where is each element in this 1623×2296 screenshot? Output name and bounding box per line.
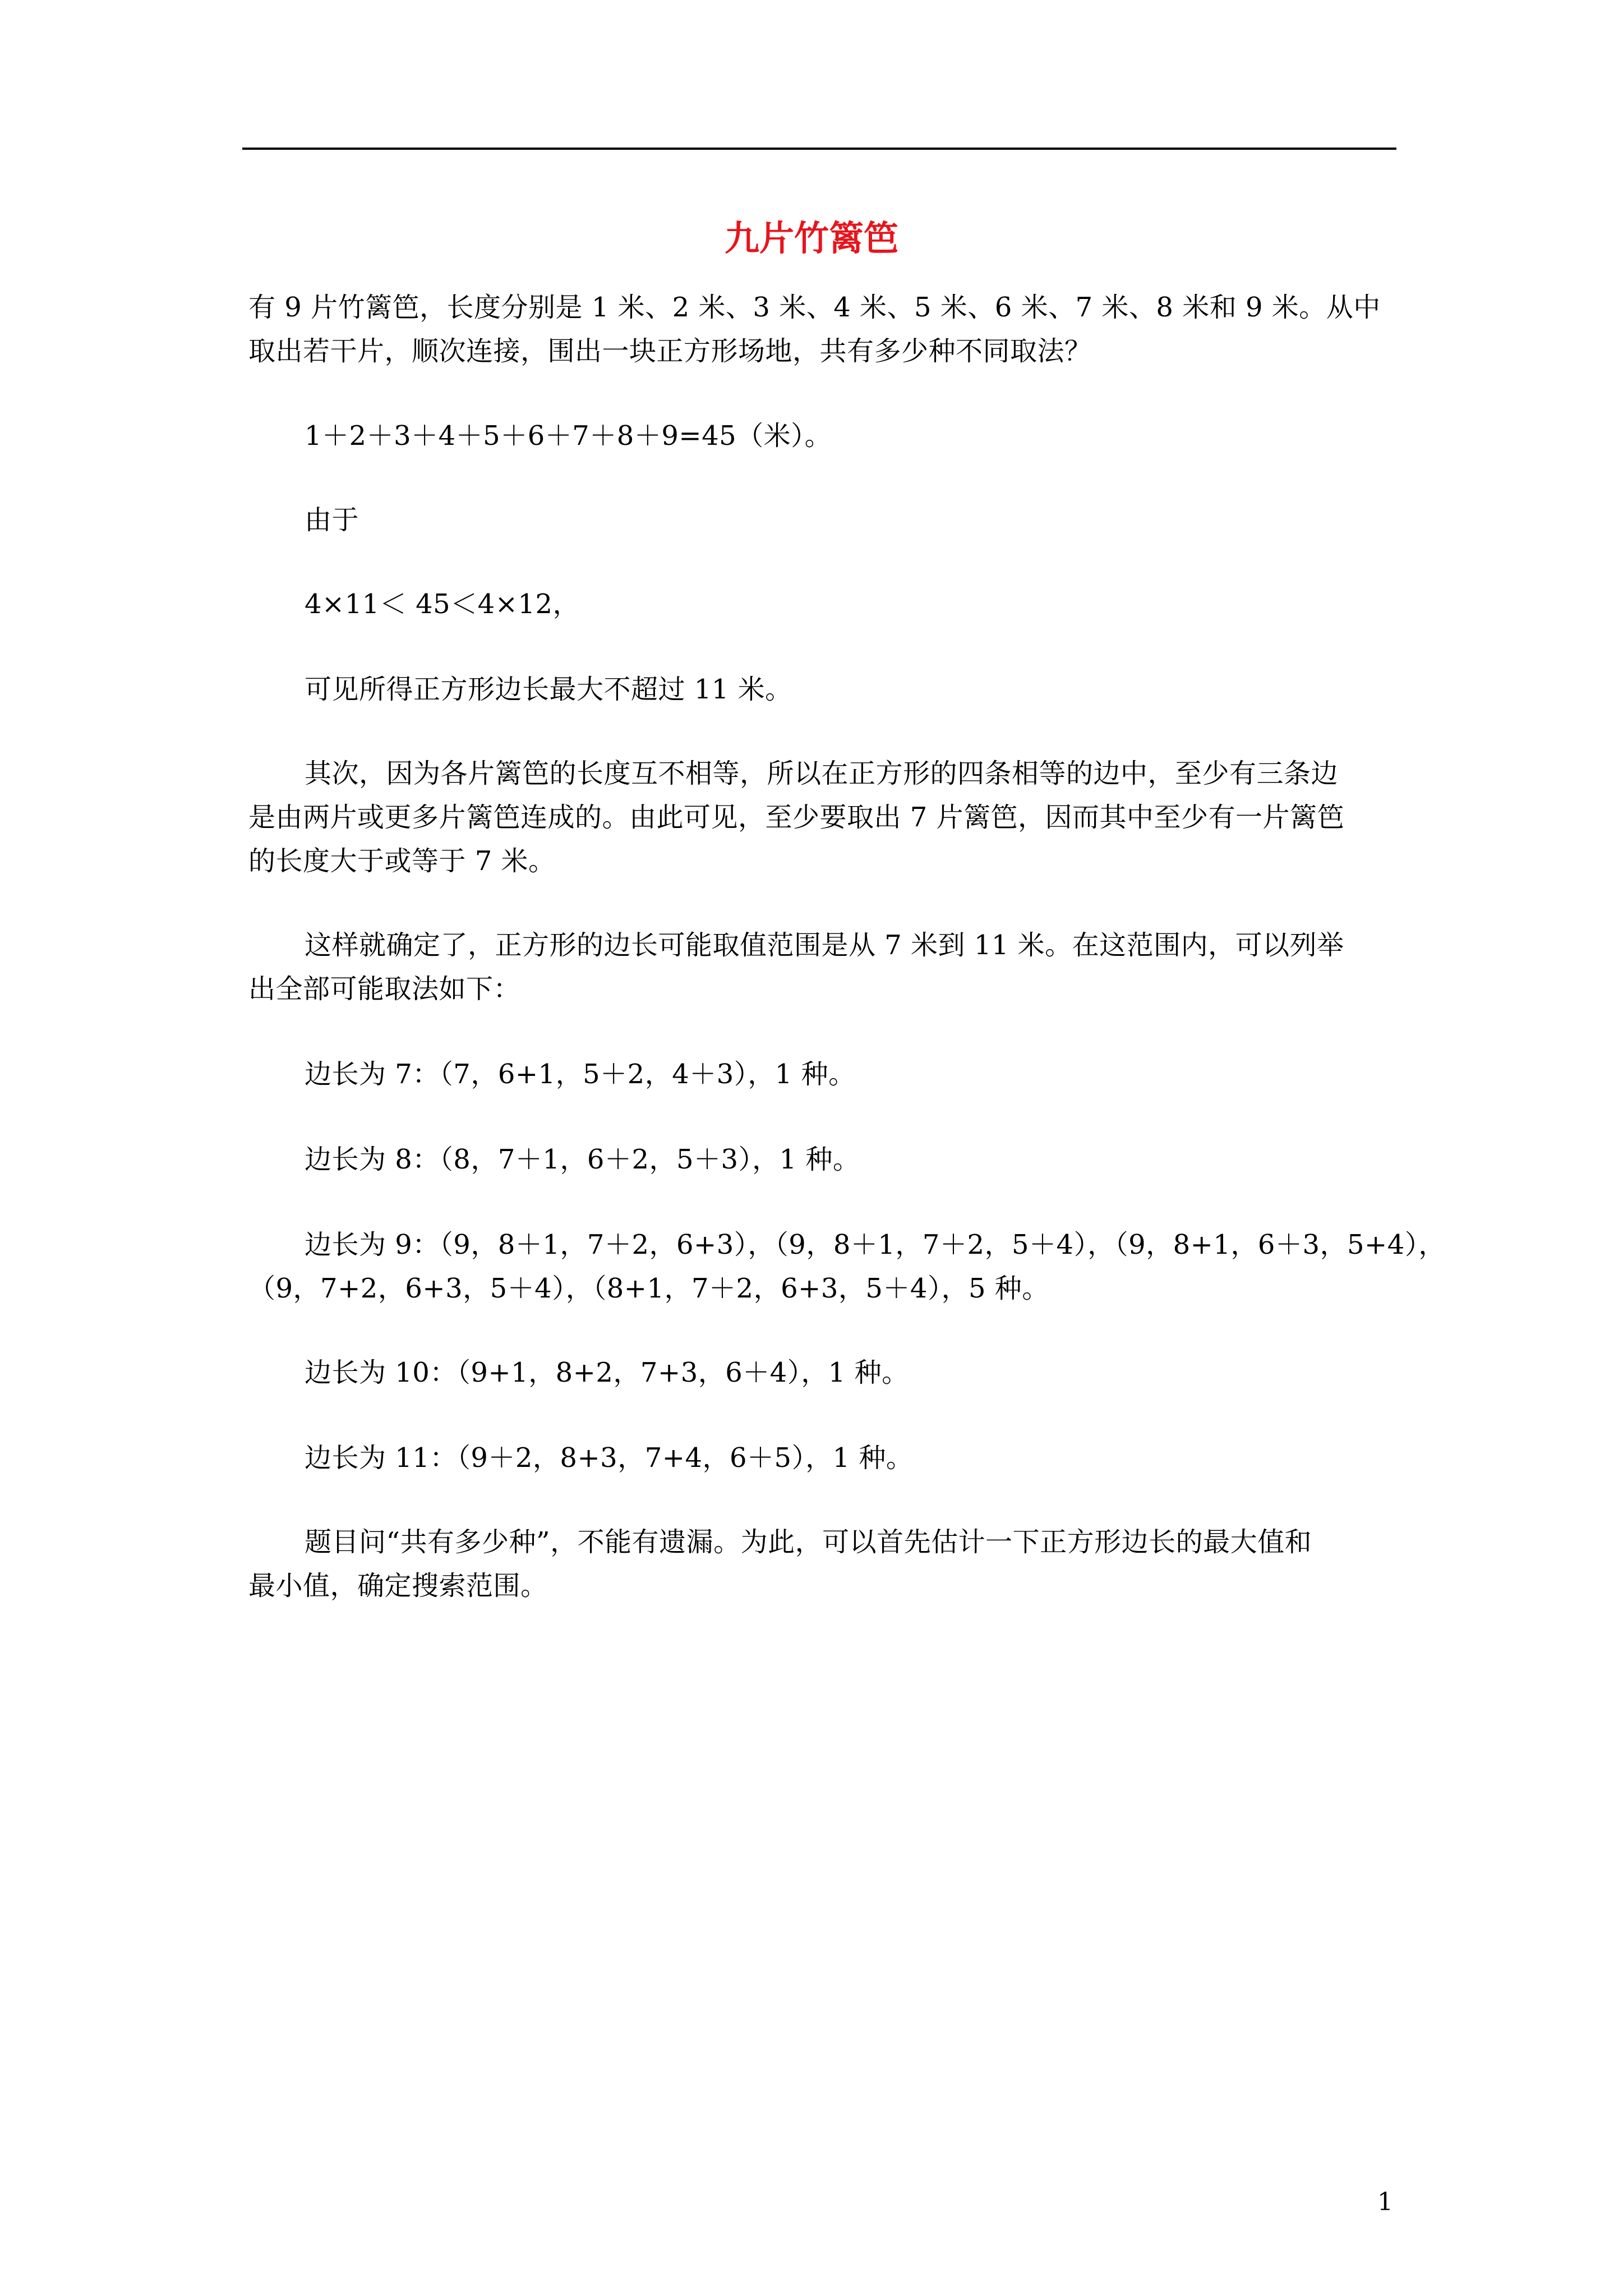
second-line-3: 的长度大于或等于 7 米。: [248, 845, 556, 877]
conclusion-line-2: 最小值，确定搜索范围。: [248, 1570, 548, 1602]
case-side-9-line-2: （9，7+2，6+3，5＋4），（8+1，7＋2，6+3，5＋4），5 种。: [248, 1273, 1049, 1304]
conclusion-line-1: 题目问“共有多少种”，不能有遗漏。为此，可以首先估计一下正方形边长的最大值和: [305, 1526, 1312, 1558]
page-number: 1: [1377, 2188, 1393, 2216]
second-line-2: 是由两片或更多片篱笆连成的。由此可见，至少要取出 7 片篱笆，因而其中至少有一片篱笆: [248, 802, 1345, 833]
sum-equation: 1＋2＋3＋4＋5＋6＋7＋8＋9=45（米）。: [305, 420, 832, 452]
problem-line-1: 有 9 片竹篱笆，长度分别是 1 米、2 米、3 米、4 米、5 米、6 米、7 米、8 米和 9 米。从中: [248, 292, 1381, 323]
range-line-1: 这样就确定了，正方形的边长可能取值范围是从 7 米到 11 米。在这范围内，可以列举: [305, 930, 1344, 961]
max-side-text: 可见所得正方形边长最大不超过 11 米。: [305, 674, 792, 705]
header-rule: [242, 148, 1396, 150]
inequality-text: 4×11＜ 45＜4×12，: [305, 588, 580, 620]
problem-line-2: 取出若干片，顺次连接，围出一块正方形场地，共有多少种不同取法？: [248, 335, 1092, 367]
range-line-2: 出全部可能取法如下：: [248, 973, 521, 1005]
case-side-8: 边长为 8：（8，7＋1，6＋2，5＋3），1 种。: [305, 1144, 860, 1175]
case-side-7: 边长为 7：（7，6+1，5＋2，4＋3），1 种。: [305, 1059, 856, 1090]
second-line-1: 其次，因为各片篱笆的长度互不相等，所以在正方形的四条相等的边中，至少有三条边: [305, 758, 1339, 789]
case-side-9-line-1: 边长为 9：（9，8＋1，7＋2，6+3），（9，8＋1，7＋2，5＋4），（9，8+1，6＋3，5+4），: [305, 1229, 1446, 1260]
since-text: 由于: [305, 504, 359, 536]
case-side-10: 边长为 10：（9+1，8+2，7+3，6＋4），1 种。: [305, 1357, 909, 1388]
case-side-11: 边长为 11：（9＋2，8+3，7+4，6＋5），1 种。: [305, 1442, 914, 1474]
page-title: 九片竹篱笆: [724, 218, 898, 259]
